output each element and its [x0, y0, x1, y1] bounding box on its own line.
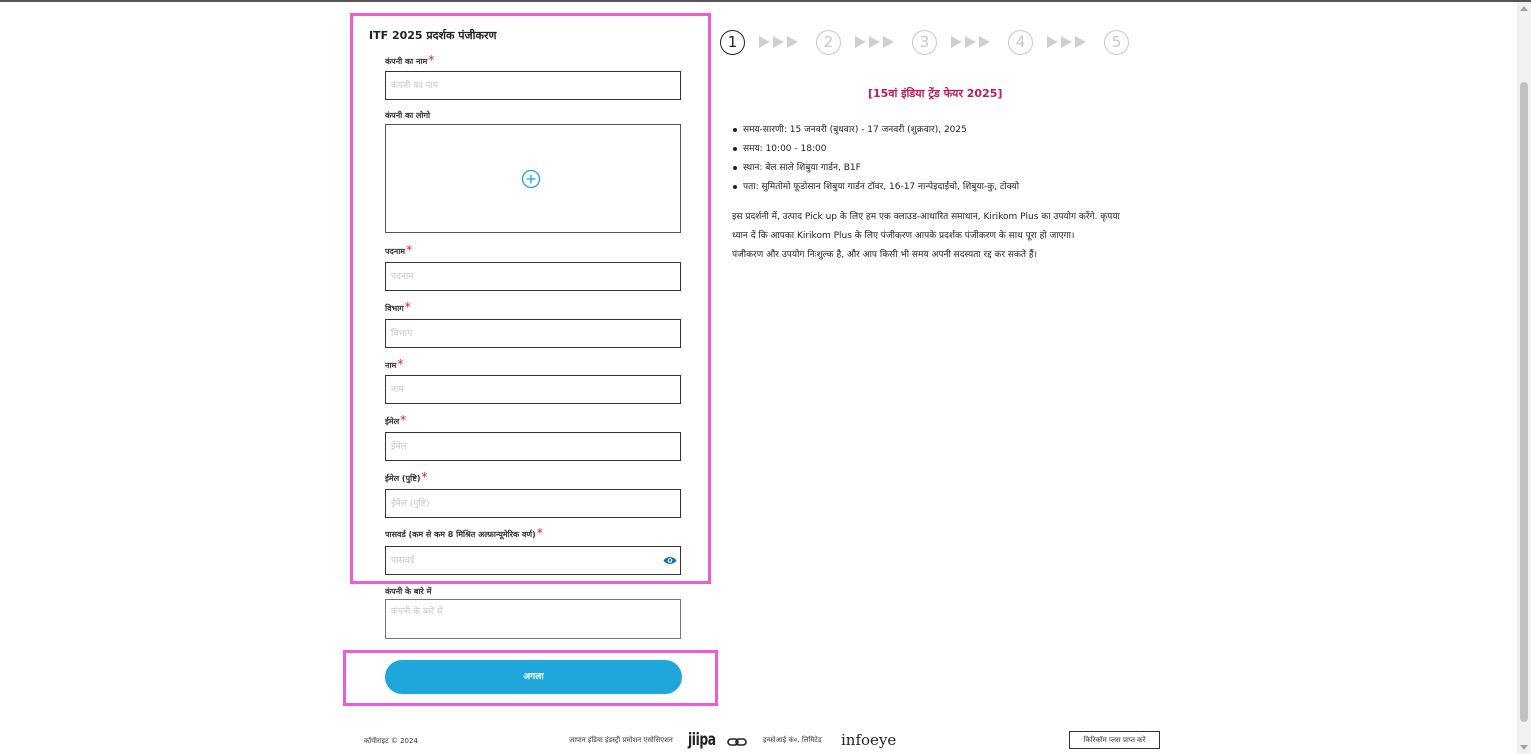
email-input[interactable]: [385, 432, 681, 461]
step-5: 5: [1104, 30, 1129, 55]
about-company-label: कंपनी के बारे में: [385, 587, 432, 596]
step-4: 4: [1008, 30, 1033, 55]
info-paragraph-line: पंजीकरण और उपयोग निःशुल्क है, और आप किसी भी समय अपनी सदस्यता रद्द कर सकते हैं।: [732, 250, 1038, 260]
step-3: 3: [912, 30, 937, 55]
link-icon: [727, 737, 747, 747]
fair-title: [15वां इंडिया ट्रेंड फेयर 2025]: [868, 87, 1003, 100]
info-paragraph-line: ध्यान दें कि आपका Kirikom Plus के लिए पंजीकरण आपके प्रदर्शक पंजीकरण के साथ पूरा हो जाएगा।: [732, 231, 1075, 241]
password-input[interactable]: [385, 546, 681, 575]
jiipa-logo: jiipa: [688, 730, 716, 750]
name-input[interactable]: [385, 375, 681, 404]
list-item: समय: 10:00 - 18:00: [732, 142, 1019, 161]
info-paragraph-line: इस प्रदर्शनी में, उत्पाद Pick up के लिए हम एक क्लाउड-आधारित समाधान, Kirikom Plus का उपयोग करेंगे. कृपया: [732, 212, 1120, 222]
name-label: नाम*: [385, 357, 404, 371]
plus-circle-icon[interactable]: [521, 169, 541, 189]
step-2: 2: [816, 30, 841, 55]
email-confirm-label: ईमेल (पुष्टि)*: [385, 470, 428, 484]
company-logo-label: कंपनी का लोगो: [385, 111, 431, 120]
triple-arrow-icon: [1047, 35, 1089, 49]
email-label: ईमेल*: [385, 413, 407, 427]
triple-arrow-icon: [759, 35, 801, 49]
eye-icon[interactable]: [663, 555, 677, 566]
jiipa-org-name: जापान इंडिया इंडस्ट्री प्रमोशन एसोसिएशन: [569, 736, 673, 744]
get-kirikom-plus-button[interactable]: किरिकॉम प्लस प्राप्त करें: [1069, 731, 1160, 749]
department-label: विभाग*: [385, 300, 411, 314]
list-item: स्थान: बेल साले शिबुया गार्डन, B1F: [732, 161, 1019, 180]
scroll-up-icon[interactable]: [1520, 6, 1528, 11]
company-name-input[interactable]: [385, 71, 681, 100]
form-title: ITF 2025 प्रदर्शक पंजीकरण: [369, 29, 497, 42]
copyright-text: कॉपीराइट © 2024: [364, 737, 418, 745]
scroll-down-icon[interactable]: [1520, 745, 1528, 750]
infoeye-org-name: इन्फोआई कं०. लिमिटेड: [763, 736, 822, 744]
about-company-textarea[interactable]: [385, 599, 681, 639]
step-1: 1: [720, 30, 745, 55]
triple-arrow-icon: [951, 35, 993, 49]
designation-label: पदनाम*: [385, 243, 413, 257]
triple-arrow-icon: [855, 35, 897, 49]
scrollbar-thumb[interactable]: [1520, 82, 1528, 722]
designation-input[interactable]: [385, 262, 681, 291]
event-info-list: [732, 123, 1019, 199]
company-name-label: कंपनी का नाम*: [385, 53, 435, 67]
department-input[interactable]: [385, 319, 681, 348]
email-confirm-input[interactable]: [385, 489, 681, 518]
list-item: पता: सुमितोमो फूडोसान शिबुया गार्डन टॉवर, 16-17 नान्पेइदाईचो, शिबुया-कु, टोक्यो: [732, 180, 1019, 199]
list-item: समय-सारणी: 15 जनवरी (बुधवार) - 17 जनवरी (शुक्रवार), 2025: [732, 123, 1019, 142]
password-label: पासवर्ड (कम से कम 8 मिश्रित अल्फ़ान्यूमेरिक वर्ण)*: [385, 526, 543, 540]
page-scrollbar[interactable]: [1517, 2, 1531, 754]
next-button[interactable]: अगला: [385, 660, 682, 694]
infoeye-logo: infoeye: [841, 731, 897, 749]
top-border: [0, 0, 1531, 2]
step-indicator: [720, 30, 1140, 56]
